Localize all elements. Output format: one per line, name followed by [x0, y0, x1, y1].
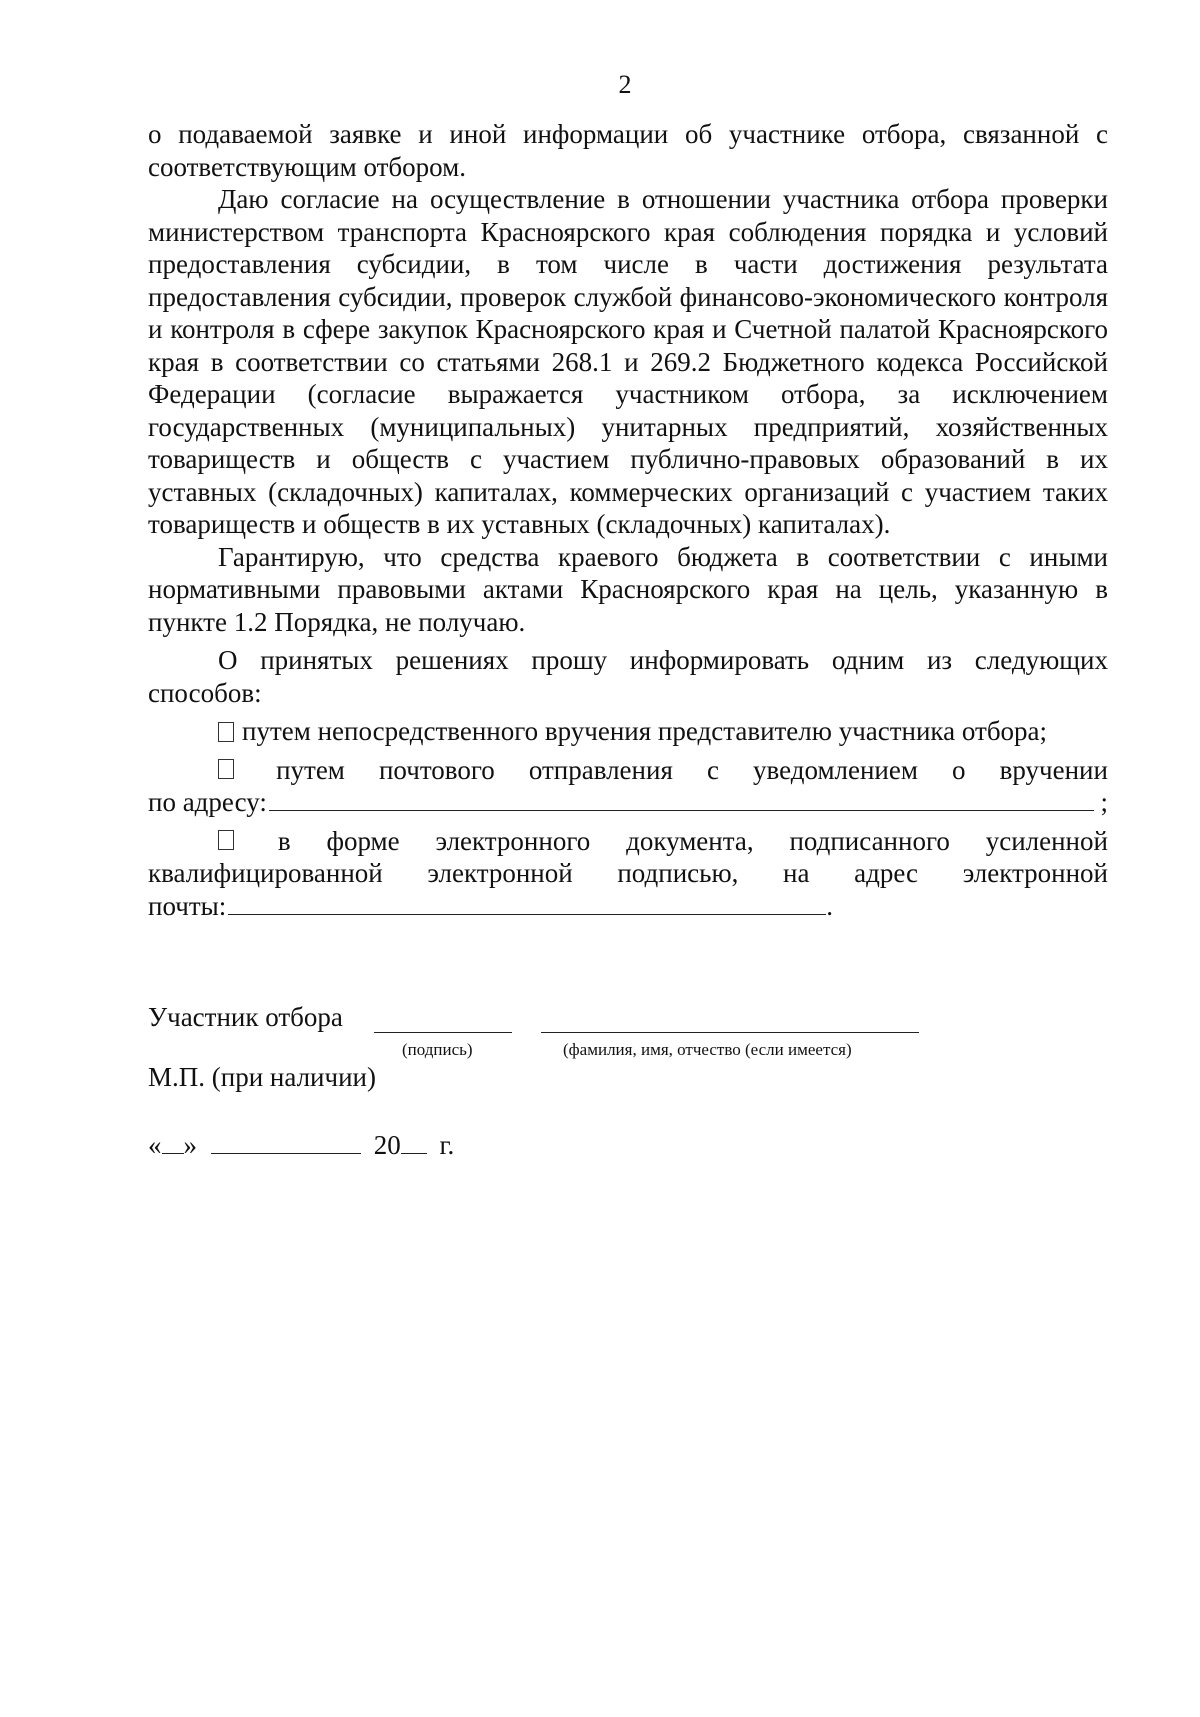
option-email-line-3	[148, 890, 1108, 923]
checkbox-email[interactable]	[218, 830, 234, 850]
document-body	[148, 118, 1108, 922]
email-word: документа,	[626, 825, 754, 856]
date-day-line[interactable]	[162, 1131, 184, 1154]
date-close-quote: »	[183, 1130, 197, 1160]
postal-word: отправления	[528, 754, 673, 785]
option-email	[148, 825, 1108, 858]
paragraph-continuation: о подаваемой заявке и иной информации об участнике отбора, связанной с соответствующим отбором.	[148, 119, 1108, 182]
postal-word: о	[952, 754, 966, 785]
full-name-caption: (фамилия, имя, отчество (если имеется)	[563, 1040, 852, 1059]
email-word: подписанного	[789, 825, 950, 856]
option-personal-delivery	[148, 715, 1108, 748]
postal-word: вручении	[999, 754, 1108, 785]
checkbox-personal-delivery[interactable]	[218, 722, 234, 742]
page-number: 2	[618, 70, 632, 99]
paragraph-consent: Даю согласие на осуществление в отношении участника отбора проверки министерством транспорта Красноярского края соблюдения порядка и условий предоставления субсидии, в том числе в части достижения результата предоставления субсидии, проверок службой финансово-экономического контроля и контроля в сфере закупок Красноярского края и Счетной палатой Красноярского края в соответствии со статьями 268.1 и 269.2 Бюджетного кодекса Российской Федерации (согласие выражается участником отбора, за исключением государственных (муниципальных) унитарных предприятий, хозяйственных товариществ и обществ с участием публично-правовых образований в их уставных (складочных) капиталах, коммерческих организаций с участием таких товариществ и обществ в их уставных (складочных) капиталах).	[148, 184, 1108, 539]
option-postal-line-2	[148, 786, 1108, 819]
email-word: электронного	[435, 825, 591, 856]
email-blank-line[interactable]	[228, 892, 826, 915]
postal-word: с	[706, 754, 719, 785]
address-end-mark: ;	[1100, 787, 1108, 817]
date-open-quote: «	[148, 1130, 162, 1160]
date-month-line[interactable]	[211, 1131, 361, 1154]
postal-word: путем	[276, 754, 345, 785]
date-year-line[interactable]	[401, 1131, 427, 1154]
full-name-line[interactable]	[541, 1032, 919, 1033]
option-email-line-1	[218, 825, 1108, 858]
checkbox-postal[interactable]	[218, 759, 234, 779]
date-row	[148, 1130, 454, 1161]
signature-caption: (подпись)	[402, 1040, 473, 1059]
date-year-prefix: 20	[373, 1130, 401, 1160]
email-word: усиленной	[985, 825, 1108, 856]
option-postal	[148, 754, 1108, 787]
signature-line[interactable]	[374, 1032, 512, 1033]
signature-block	[148, 1002, 1108, 1160]
email-label: почты:	[148, 890, 227, 921]
option-email-line-2: квалифицированной электронной подписью, на адрес электронной	[148, 858, 1108, 888]
email-end-mark: .	[826, 890, 834, 921]
option-personal-delivery-label: путем непосредственного вручения представителю участника отбора;	[242, 716, 1048, 746]
participant-label: Участник отбора	[148, 1002, 343, 1032]
email-word: в	[277, 825, 291, 856]
email-word: форме	[326, 825, 400, 856]
postal-word: почтового	[378, 754, 495, 785]
stamp-label: М.П. (при наличии)	[148, 1062, 376, 1092]
paragraph-notification: О принятых решениях прошу информировать одним из следующих способов:	[148, 645, 1108, 708]
address-blank-line[interactable]	[269, 788, 1095, 811]
date-year-suffix: г.	[439, 1130, 455, 1160]
address-label: по адресу:	[148, 787, 267, 817]
postal-word: уведомлением	[753, 754, 918, 785]
paragraph-guarantee: Гарантирую, что средства краевого бюджета в соответствии с иными нормативными правовыми актами Красноярского края на цель, указанную в пункте 1.2 Порядка, не получаю.	[148, 541, 1108, 637]
option-postal-line-1	[218, 754, 1108, 787]
